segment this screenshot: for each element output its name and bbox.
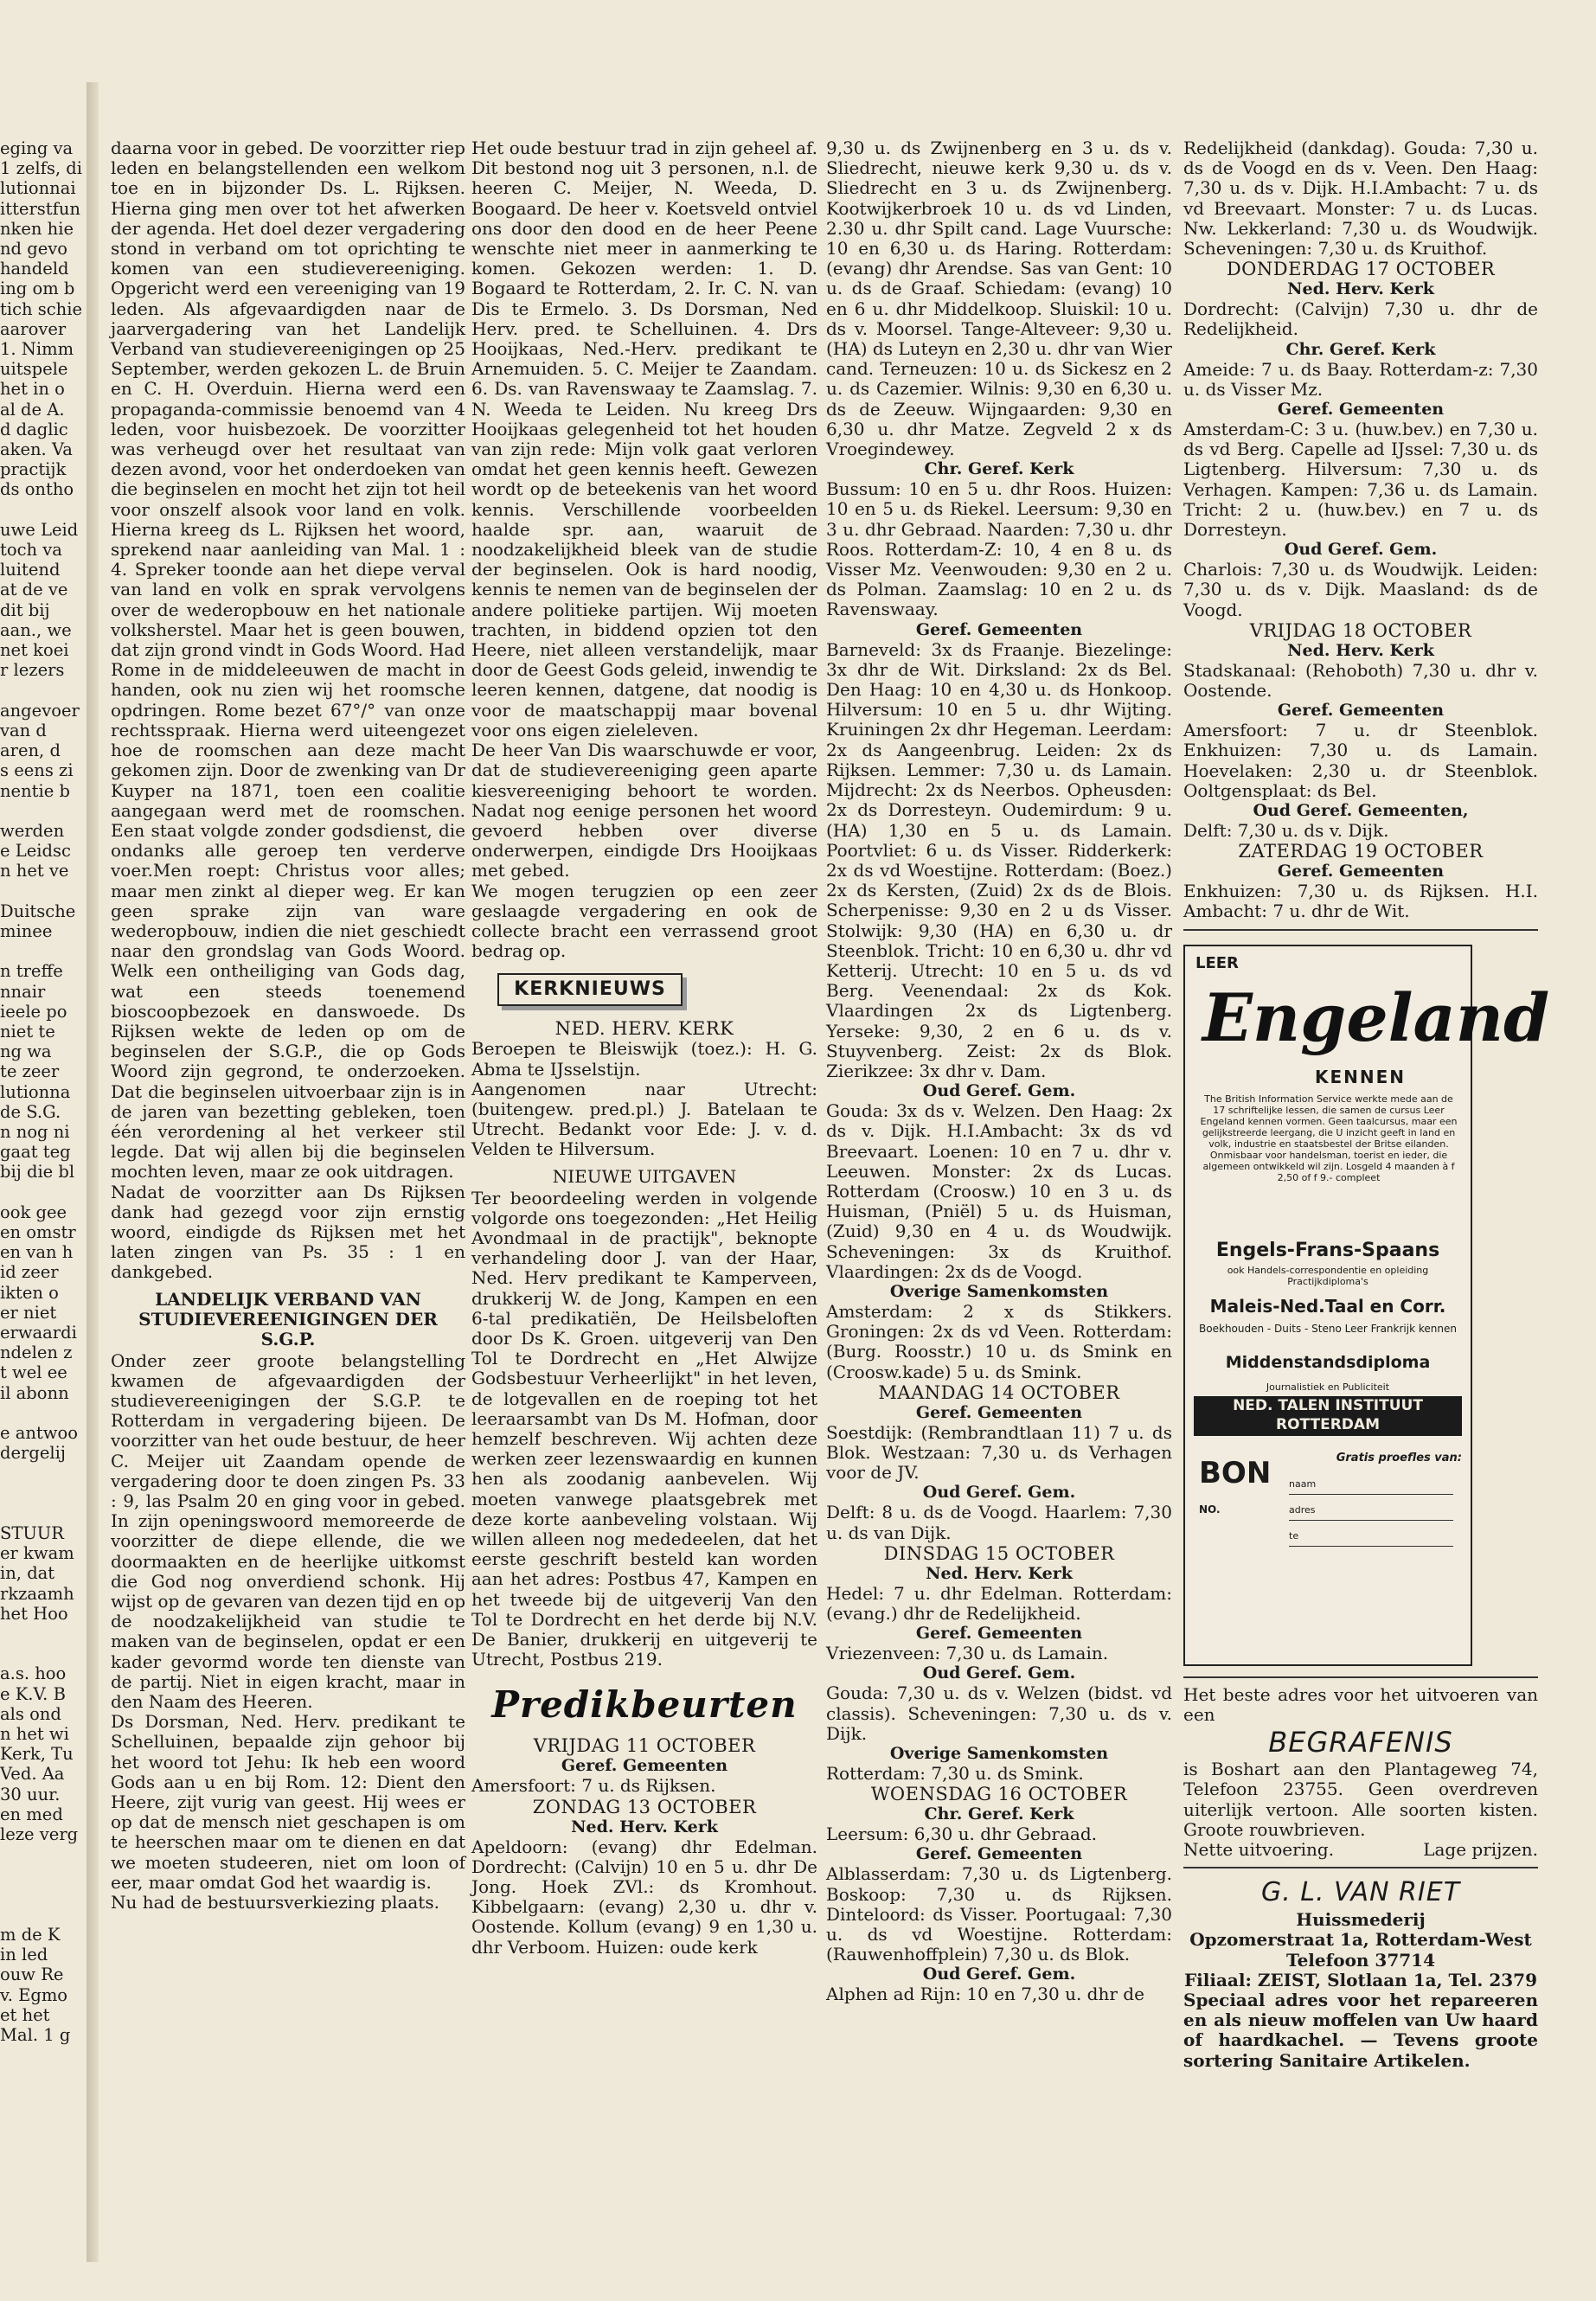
church-heading: Chr. Geref. Kerk bbox=[1285, 339, 1436, 359]
ad-leer: LEER bbox=[1195, 953, 1239, 972]
ad-kennen: KENNEN bbox=[1315, 1066, 1407, 1087]
fragment-line: aren, d bbox=[0, 740, 61, 761]
schedule-text: Stadskanaal: (Rehoboth) 7,30 u. dhr v. Oostende. bbox=[1183, 659, 1538, 702]
fragment-line: ieele po bbox=[0, 1001, 67, 1022]
schedule-text: 9,30 u. ds Zwijnenberg en 3 u. ds v. Sliedrecht, nieuwe kerk 9,30 u. ds v. Sliedrecht en 3 u. ds Zwijnenberg. Kootwijkerbroek 10 u. ds vd Linden, 2.30 u. dhr Spilt cand. Lage Vuursche: 10 en 6,30 u. ds Haring. Rotterdam: (evang) dhr Arendse. Sas van Gent: 10 u. ds de Graaf. Schiedam: (evang) 10 en 6 u. dhr Middelkoop. Sluiskil: 10 u. ds v. Moorsel. Tange-Alteveer: 9,30 u. (HA) ds Luteyn en 2,30 u. dhr van Wier cand. Terneuzen: 10 u. ds Sickesz en 2 u. ds Cazemier. Wilnis: 9,30 en 6,30 u. ds de Zeeuw. Wijngaarden: 9,30 en 6,30 u. dhr Matze. Zegveld 2 x ds Vroegindewey. bbox=[826, 138, 1172, 460]
fragment-line: rkzaamh bbox=[0, 1583, 74, 1604]
schedule-text: Ameide: 7 u. ds Baay. Rotterdam-z: 7,30 u. ds Visser Mz. bbox=[1183, 358, 1538, 400]
article-text: Nadat de voorzitter aan Ds Rijksen dank had gezegd voor zijn ernstig woord, eindigde ds Rijksen met het laten zingen van Ps. 35 : 1 en dankgebed. bbox=[111, 1181, 465, 1283]
church-heading: Geref. Gemeenten bbox=[1277, 862, 1445, 881]
day-heading: VRIJDAG 11 OCTOBER bbox=[533, 1735, 756, 1757]
fragment-line: net koei bbox=[0, 640, 69, 661]
schedule-text: Amsterdam: 2 x ds Stikkers. Groningen: 2x ds vd Veen. Rotterdam: (Burg. Roosstr.) 10 u. ds Smink en (Croosw.kade) 5 u. ds Smink. bbox=[826, 1300, 1172, 1382]
church-heading: Overige Samenkomsten bbox=[889, 1281, 1109, 1301]
fragment-line: handeld bbox=[0, 259, 69, 279]
ad-filiaal: Filiaal: ZEIST, Slotlaan 1a, Tel. 2379 bbox=[1183, 1969, 1538, 1990]
fragment-line: e K.V. B bbox=[0, 1683, 66, 1704]
fragment-line: er kwam bbox=[0, 1543, 74, 1564]
fragment-line: bij die bl bbox=[0, 1162, 75, 1183]
schedule-text: Leersum: 6,30 u. dhr Gebraad. bbox=[826, 1823, 1097, 1845]
ad-text: Het beste adres voor het uitvoeren van een bbox=[1183, 1683, 1538, 1725]
church-heading: Oud Geref. Gem. bbox=[922, 1483, 1076, 1503]
article-text: Ds Dorsman, Ned. Herv. predikant te Schelluinen, bepaalde zijn gehoor bij het woord tot Jehu: Ik heb een woord Gods aan u en bij Rom. 12: Dient den Heere, zijt vurig van geest. Hij wees er op dat de mensch niet geschapen is om te heerschen maar om te dienen en dat we moeten studeeren, niet om loon of eer, maar omdat God het waardig is. bbox=[111, 1711, 465, 1893]
fragment-line: s eens zi bbox=[0, 760, 74, 781]
fragment-line bbox=[0, 881, 85, 901]
day-heading: ZATERDAG 19 OCTOBER bbox=[1238, 841, 1484, 862]
divider bbox=[1183, 929, 1538, 931]
schedule-text: Barneveld: 3x ds Fraanje. Biezelinge: 3x dhr de Wit. Dirksland: 2x ds Bel. Den Haag: 10 en 4,30 u. ds Honkoop. Hilversum: 10 en 5 u. dhr Wijting. Kruiningen 2x dhr Hegeman. Leerdam: 2x ds Aangeenbrug. Leiden: 2x ds Rijksen. Lemmer: 7,30 u. ds Lamain. Mijdrecht: 2x ds Neerbos. Opheusden: 2x ds Dorresteyn. Oudemirdum: 9 u. (HA) 1,30 en 5 u. ds Lamain. Poortvliet: 6 u. ds Visser. Ridderkerk: 2x ds vd Woestijne. Rotterdam: (Boez.) 2x ds Kersten, (Zuid) 2x ds de Blois. Scherpenisse: 9,30 en 2 u ds Visser. Stolwijk: 9,30 (HA) en 6,30 u. dr Steenblok. Tricht: 10 en 6,30 u. dhr vd Ketterij. Utrecht: 10 en 5 u. ds vd Berg. Veenendaal: 2x ds Kok. Vlaardingen 2x ds Ligtenberg. Yerseke: 9,30, 2 en 6 u. ds v. Stuyvenberg. Zeist: 2x ds Blok. Zierikzee: 3x dhr v. Dam. bbox=[826, 638, 1172, 1081]
fragment-line bbox=[0, 1885, 85, 1905]
fragment-line: lutionnai bbox=[0, 178, 76, 199]
fragment-line: erwaardi bbox=[0, 1322, 77, 1343]
column-3 bbox=[826, 138, 1172, 2005]
fragment-line: dergelij bbox=[0, 1443, 66, 1464]
church-heading: Oud Geref. Gemeenten, bbox=[1253, 801, 1469, 821]
ad-telefoon: Telefoon 37714 bbox=[1285, 1949, 1435, 1971]
fragment-line bbox=[0, 500, 85, 520]
fragment-line: toch va bbox=[0, 540, 62, 561]
day-heading: DINSDAG 15 OCTOBER bbox=[883, 1542, 1115, 1564]
church-heading: Oud Geref. Gem. bbox=[1284, 540, 1438, 560]
church-heading: Geref. Gemeenten bbox=[915, 1844, 1083, 1864]
schedule-text: Charlois: 7,30 u. ds Woudwijk. Leiden: 7,30 u. ds v. Dijk. Maasland: ds de Voogd. bbox=[1183, 559, 1538, 620]
fragment-line: tich schie bbox=[0, 298, 83, 319]
fragment-line bbox=[0, 1463, 85, 1483]
church-heading: Geref. Gemeenten bbox=[1277, 701, 1445, 721]
church-heading: Geref. Gemeenten bbox=[915, 1624, 1083, 1644]
schedule-text: Vriezenveen: 7,30 u. ds Lamain. bbox=[826, 1643, 1109, 1664]
ad-maleis: Maleis-Ned.Taal en Corr. bbox=[1209, 1295, 1446, 1317]
fragment-line: angevoer bbox=[0, 700, 80, 721]
fragment-line: dit bij bbox=[0, 599, 50, 620]
church-heading: Ned. Herv. Kerk bbox=[926, 1563, 1073, 1583]
ad-naam-line: naam bbox=[1289, 1474, 1453, 1495]
fragment-line: ouw Re bbox=[0, 1965, 64, 1985]
church-heading: Geref. Gemeenten bbox=[1277, 400, 1445, 420]
day-heading: MAANDAG 14 OCTOBER bbox=[878, 1381, 1120, 1403]
schedule-text: Amsterdam-C: 3 u. (huw.bev.) en 7,30 u. ds vd Berg. Capelle ad IJssel: 7,30 u. ds Ligtenberg. Hilversum: 7,30 u. ds Verhagen. Kampen: 7,36 u. ds Lamain. Tricht: 2 u. (huw.bev.) en 7 u. ds Dorresteyn. bbox=[1183, 419, 1538, 541]
schedule-text: Rotterdam: 7,30 u. ds Smink. bbox=[826, 1763, 1084, 1785]
fragment-line: en omstr bbox=[0, 1221, 76, 1242]
fragment-line: in led bbox=[0, 1945, 48, 1965]
fragment-line: en med bbox=[0, 1804, 63, 1824]
divider bbox=[1183, 1867, 1538, 1868]
column-left-fragment bbox=[0, 138, 85, 2045]
ad-text: Nette uitvoering. bbox=[1183, 1838, 1335, 1860]
article-text: daarna voor in gebed. De voorzitter riep leden en belangstellenden een welkom toe en in bijzonder Ds. L. Rijksen. Hierna ging men over tot het afwerken der agenda. Het doel dezer vergadering stond in verband om tot oprichting te komen van een studievereeniging. Opgericht werd een vereeniging van 19 leden. Als afgevaardigden naar de jaarvergadering van het Landelijk Verband van studievereenigingen op 25 September, werden gekozen L. de Bruin en C. H. Overduin. Hierna werd een propaganda-commissie benoemd van 4 leden, voor huisbezoek. De voorzitter was verheugd over het resultaat van dezen avond, voor het onderdoeken van die beginselen en mocht het zijn tot heil voor onszelf alsook voor land en volk. Hierna kreeg ds L. Rijksen het woord, sprekend naar aanleiding van Mal. 1 : 4. Spreker toonde aan het diepe verval van land en volk en sprak vervolgens over de wederopbouw en het nationale volksherstel. Maar het is geen bouwen, dat zijn grond vindt in Gods Woord. Had Rome in de middeleeuwen de macht in handen, ook nu zien wij het roomsche opdringen. Rome bezet 67°/° van onze rechtsspraak. Hierna werd uiteengezet hoe de roomschen aan deze macht gekomen zijn. Door de zwenking van Dr Kuyper na 1871, toen een coalitie aangegaan werd met de roomschen. Een staat volgde zonder godsdienst, die ondanks alle geroep ten verderve voer.Men roept: Christus voor alles; maar men zinkt al dieper weg. Er kan geen sprake zijn van ware wederopbouw, indien die niet geschiedt naar den grondslag van Gods Woord. Welk een ontheiliging van Gods dag, wat een steeds toenemend bioscoopbezoek en danswoede. Ds Rijksen wekte de leden op om de beginselen der S.G.P., die op Gods Woord zijn gegrond, te onderzoeken. Dat die beginselen uitvoerbaar zijn is in de jaren van bezetting gebleken, toen één verordening al het verkeer stil legde. Dat wij allen bij die beginselen mochten leven, maar ze ook uitdragen. bbox=[111, 138, 465, 1183]
fragment-line bbox=[0, 941, 85, 961]
article-text: Onder zeer groote belangstelling kwamen de afgevaardigden der studievereenigingen der S.G.P. te Rotterdam in vergadering bijeen. De voorzitter van het oude bestuur, de heer C. Meijer uit Zaandam opende de vergadering door te doen zingen Ps. 33 : 9, las Psalm 20 en ging voor in gebed. In zijn openingswoord memoreerde de voorzitter de diepe ellende, die we doormaakten en de heerlijke uitkomst die God nog onverdiend schonk. Hij wijst op de gevaren van dezen tijd en op de noodzakelijkheid van studie te maken van de beginselen, opdat er een kader gevormd worde ten dienste van de partij. Niet in eigen kracht, maar in den Naam des Heeren. bbox=[111, 1349, 465, 1713]
fragment-line: aken. Va bbox=[0, 439, 73, 460]
schedule-text: Alblasserdam: 7,30 u. ds Ligtenberg. Boskoop: 7,30 u. ds Rijksen. Dinteloord: ds Visser. Poortugaal: 7,30 u. ds vd Woestijne. Rotterdam: (Rauwenhoffplein) 7,30 u. ds Blok. bbox=[826, 1863, 1172, 1965]
fragment-line: het Hoo bbox=[0, 1603, 68, 1624]
fragment-line: m de K bbox=[0, 1925, 61, 1945]
church-heading: Geref. Gemeenten bbox=[915, 619, 1083, 639]
fragment-line: practijk bbox=[0, 459, 67, 480]
predikbeurten-title: Predikbeurten bbox=[491, 1683, 798, 1727]
fragment-line: Mal. 1 g bbox=[0, 2025, 71, 2046]
page-gutter bbox=[87, 82, 99, 2262]
fragment-line: nken hie bbox=[0, 218, 74, 239]
article-text: Nu had de bestuursverkiezing plaats. bbox=[111, 1892, 439, 1913]
fragment-line: ing om b bbox=[0, 279, 75, 299]
fragment-line: aan., we bbox=[0, 619, 72, 640]
fragment-line: de S.G. bbox=[0, 1101, 61, 1122]
ad-description: The British Information Service werkte mede aan de 17 schriftelijke lessen, die samen de cursus Leer Engeland kennen vormen. Geen taalcursus, maar een gelijkstreerde leergang, die U inzicht geeft in land en volk, industrie en staatsbestel der Britse eilanden. Onmisbaar voor handelsman, toerist en ieder, die algemeen ontwikkeld wil zijn. Losgeld 4 maanden à f 2,50 of f 9.- compleet bbox=[1200, 1093, 1458, 1183]
fragment-line: et het bbox=[0, 2004, 50, 2025]
fragment-line: niet te bbox=[0, 1021, 55, 1042]
ad-languages-sub: ook Handels-correspondentie en opleiding Practijkdiploma's bbox=[1227, 1264, 1429, 1287]
fragment-line: lutionna bbox=[0, 1081, 71, 1102]
fragment-line bbox=[0, 1624, 85, 1644]
day-heading: VRIJDAG 18 OCTOBER bbox=[1249, 619, 1472, 641]
church-heading: Chr. Geref. Kerk bbox=[924, 1804, 1074, 1824]
fragment-line bbox=[0, 1644, 85, 1663]
fragment-line: aarover bbox=[0, 318, 67, 339]
article-text: Beroepen te Bleiswijk (toez.): H. G. Abma te IJsselstijn. bbox=[471, 1038, 817, 1080]
fragment-line: ndelen z bbox=[0, 1343, 73, 1363]
schedule-text: Hedel: 7 u. dhr Edelman. Rotterdam: (evang.) dhr de Redelijkheid. bbox=[826, 1582, 1172, 1624]
ad-text: Lage prijzen. bbox=[1423, 1838, 1538, 1860]
fragment-line: als ond bbox=[0, 1703, 61, 1724]
fragment-line: ng wa bbox=[0, 1042, 52, 1062]
fragment-line: nd gevo bbox=[0, 239, 68, 260]
ad-begrafenis: BEGRAFENIS bbox=[1268, 1726, 1453, 1759]
article-text: De heer Van Dis waarschuwde er voor, dat de studievereeniging geen aparte kiesvereeniging behoort te worden. Nadat nog eenige personen het woord gevoerd hebben over diverse onderwerpen, eindigde Drs Hooijkaas met gebed. bbox=[471, 740, 817, 881]
schedule-text: Redelijkheid (dankdag). Gouda: 7,30 u. ds de Voogd en ds v. Veen. Den Haag: 7,30 u. ds v. Dijk. H.I.Ambacht: 7 u. ds vd Breevaart. Monster: 7 u. ds Lucas. Nw. Lekkerland: 7,30 u. ds Woudwijk. Scheveningen: 7,30 u. ds Kruithof. bbox=[1183, 138, 1538, 260]
ad-middenstand: Middenstandsdiploma bbox=[1225, 1352, 1431, 1372]
section-heading: LANDELIJK VERBAND VAN STUDIEVEREENIGINGEN DER S.G.P. bbox=[138, 1288, 438, 1349]
fragment-line: al de A. bbox=[0, 399, 65, 420]
fragment-line: r lezers bbox=[0, 660, 65, 681]
advertisement-leer-engeland bbox=[1183, 945, 1550, 1666]
church-heading: Ned. Herv. Kerk bbox=[1287, 640, 1434, 660]
column-4 bbox=[1183, 138, 1550, 2071]
schedule-text: Bussum: 10 en 5 u. dhr Roos. Huizen: 10 en 5 u. ds Riekel. Leersum: 9,30 en 3 u. dhr Gebraad. Naarden: 7,30 u. dhr Roos. Rotterdam-Z: 10, 4 en 8 u. ds Visser Mz. Veenwouden: 9,30 en 2 u. ds Polman. Zaamslag: 10 en 2 u. ds Ravenswaay. bbox=[826, 478, 1172, 620]
fragment-line bbox=[0, 1905, 85, 1925]
schedule-text: Delft: 8 u. ds de Voogd. Haarlem: 7,30 u. ds van Dijk. bbox=[826, 1502, 1172, 1543]
fragment-line: er niet bbox=[0, 1302, 57, 1323]
ad-bon: BON bbox=[1199, 1455, 1272, 1490]
fragment-line: il abonn bbox=[0, 1382, 69, 1403]
section-heading: NIEUWE UITGAVEN bbox=[552, 1165, 737, 1187]
schedule-text: Dordrecht: (Calvijn) 7,30 u. dhr de Redelijkheid. bbox=[1183, 298, 1538, 340]
fragment-line: n het ve bbox=[0, 861, 69, 881]
church-heading: Chr. Geref. Kerk bbox=[924, 459, 1074, 479]
fragment-line: nentie b bbox=[0, 780, 70, 801]
fragment-line: 1. Nimm bbox=[0, 339, 74, 360]
article-text: Ter beoordeeling werden in volgende volgorde ons toegezonden: „Het Heilig Avondmaal in de practijk", beknopte verhandeling door J. van der Haar, Ned. Herv predikant te Kamperveen, drukkerij W. de Jong, Kampen en een 6-tal predikatiën, De Heilsbeloften door Ds K. Groen. uitgeverij van Den Tol te Dordrecht en „Het Alwijze Godsbestuur Verheerlijkt" in het leven, de lotgevallen en de roeping tot het leeraarsambt van Ds M. Hofman, door hemzelf beschreven. Wij achten deze werken zeer lezenswaardig en kunnen hen als zoodanig aanbevelen. Wij moeten vanwege plaatsgebrek met deze korte aanbeveling volstaan. Wij willen alleen nog mededeelen, dat het eerste geschrift besteld kan worden aan het adres: Postbus 47, Kampen en het tweede bij de uitgeverij Van den Tol te Dordrecht en het derde bij N.V. De Banier, drukkerij en uitgeverij te Utrecht, Postbus 219. bbox=[471, 1187, 817, 1670]
ad-address: Opzomerstraat 1a, Rotterdam-West bbox=[1189, 1929, 1532, 1951]
article-text: Aangenomen naar Utrecht: (buitengew. pred.pl.) J. Batelaan te Utrecht. Bedankt voor Ede: J. v. d. Velden te Hilversum. bbox=[471, 1078, 817, 1160]
church-heading: Geref. Gemeenten bbox=[561, 1756, 728, 1776]
day-heading: DONDERDAG 17 OCTOBER bbox=[1226, 259, 1496, 280]
church-heading: Oud Geref. Gem. bbox=[922, 1663, 1076, 1683]
day-heading: WOENSDAG 16 OCTOBER bbox=[870, 1784, 1128, 1805]
schedule-text: Alphen ad Rijn: 10 en 7,30 u. dhr de bbox=[826, 1984, 1144, 2005]
fragment-line: nnair bbox=[0, 981, 46, 1002]
fragment-line: ook gee bbox=[0, 1202, 67, 1222]
fragment-line: id zeer bbox=[0, 1262, 59, 1283]
schedule-text: Gouda: 3x ds v. Welzen. Den Haag: 2x ds v. Dijk. H.I.Ambacht: 3x ds vd Breevaart. Loenen: 10 en 7 u. dhr v. Leeuwen. Monster: 2x ds Lucas. Rotterdam (Croosw.) 10 en 3 u. ds Huisman, (Pniël) 5 u. ds Huisman, (Zuid) 9,30 en 4 u. ds Woudwijk. Scheveningen: 3x ds Kruithof. Vlaardingen: 2x ds de Voogd. bbox=[826, 1100, 1172, 1282]
fragment-line: uwe Leid bbox=[0, 519, 79, 540]
schedule-text: Soestdijk: (Rembrandtlaan 11) 7 u. ds Blok. Westzaan: 7,30 u. ds Verhagen voor de JV. bbox=[826, 1421, 1172, 1484]
church-heading: Ned. Herv. Kerk bbox=[1287, 279, 1434, 299]
fragment-line bbox=[0, 1503, 85, 1523]
schedule-text: Amersfoort: 7 u. dr Steenblok. Enkhuizen: 7,30 u. ds Lamain. Hoevelaken: 2,30 u. dr Steenblok. Ooltgensplaat: ds Bel. bbox=[1183, 720, 1538, 801]
column-1 bbox=[111, 138, 465, 1913]
ad-engeland-logo: Engeland bbox=[1202, 978, 1550, 1056]
fragment-line: n treffe bbox=[0, 961, 63, 982]
church-heading: Geref. Gemeenten bbox=[915, 1402, 1083, 1422]
ad-institute-banner bbox=[1194, 1396, 1462, 1436]
article-text: Het oude bestuur trad in zijn geheel af. Dit bestond nog uit 3 personen, n.l. de heeren C. Meijer, N. Weeda, D. Boogaard. De heer v. Koetsveld ontviel ons door den dood en de heer Peene wenschte niet meer in aanmerking te komen. Gekozen werden: 1. D. Bogaard te Rotterdam, 2. Ir. C. N. van Dis te Ermelo. 3. Ds Dorsman, Ned Herv. pred. te Schelluinen. 4. Drs Hooijkaas, Ned.-Herv. predikant te Arnemuiden. 5. C. Meijer te Zaandam. 6. Ds. van Ravenswaay te Zaamslag. 7. N. Weeda te Leiden. Nu kreeg Drs Hooijkaas gelegenheid tot het houden van zijn rede: Mijn volk gaat verloren omdat het geen kennis heeft. Gewezen wordt op de beteekenis van het woord kennis. Verschillende voorbeelden haalde spr. aan, waaruit de noodzakelijkheid bleek van de studie der beginselen. Ook is hard noodig, kennis te nemen van de beginselen der andere politieke partijen. Wij moeten trachten, in biddend opzien tot den Heere, niet alleen verstandelijk, maar door de Geest Gods geleid, inwendig te leeren kennen, datgene, dat noodig is voor de maatschappij maar bovenal voor ons eigen zieleleven. bbox=[471, 138, 817, 740]
fragment-line: gaat teg bbox=[0, 1142, 71, 1163]
fragment-line: Kerk, Tu bbox=[0, 1744, 74, 1765]
schedule-text: Apeldoorn: (evang) dhr Edelman. Dordrecht: (Calvijn) 10 en 5 u. dhr De Jong. Hoek ZVl.: ds Kromhout. Kibbelgaarn: (evang) 2,30 u. dhr v. Oostende. Kollum (evang) 9 en 1,30 u. dhr Verboom. Huizen: oude kerk bbox=[471, 1836, 817, 1958]
ad-huissmederij: Huissmederij bbox=[1296, 1909, 1426, 1931]
fragment-line: ds ontho bbox=[0, 479, 74, 500]
ad-adres-line: adres bbox=[1289, 1500, 1453, 1521]
ad-van-riet: G. L. VAN RIET bbox=[1260, 1877, 1461, 1908]
fragment-line: Duitsche bbox=[0, 901, 76, 921]
ad-gratis: Gratis proefles van: bbox=[1336, 1451, 1462, 1465]
fragment-line: at de ve bbox=[0, 580, 68, 600]
schedule-text: Gouda: 7,30 u. ds v. Welzen (bidst. vd classis). Scheveningen: 7,30 u. ds v. Dijk. bbox=[826, 1682, 1172, 1744]
fragment-line bbox=[0, 1864, 85, 1884]
kerknieuws-banner: KERKNIEUWS bbox=[497, 973, 683, 1006]
fragment-line bbox=[0, 1403, 85, 1423]
ad-institute-city: ROTTERDAM bbox=[1275, 1415, 1380, 1433]
church-heading: Oud Geref. Gem. bbox=[922, 1081, 1076, 1101]
ad-institute-name: NED. TALEN INSTITUUT bbox=[1233, 1396, 1423, 1414]
church-heading: Oud Geref. Gem. bbox=[922, 1965, 1076, 1984]
fragment-line bbox=[0, 680, 85, 700]
ad-maleis-sub: Boekhouden - Duits - Steno Leer Frankrijk kennen bbox=[1199, 1322, 1457, 1335]
ad-languages: Engels-Frans-Spaans bbox=[1215, 1239, 1440, 1261]
divider bbox=[1183, 1676, 1538, 1678]
fragment-line: van d bbox=[0, 720, 47, 740]
ad-te-line: te bbox=[1289, 1526, 1453, 1547]
day-heading: ZONDAG 13 OCTOBER bbox=[532, 1796, 757, 1817]
fragment-line: eging va bbox=[0, 138, 74, 158]
ad-no: NO. bbox=[1199, 1503, 1221, 1516]
schedule-text: Enkhuizen: 7,30 u. ds Rijksen. H.I. Ambacht: 7 u. dhr de Wit. bbox=[1183, 881, 1538, 922]
section-heading: NED. HERV. KERK bbox=[554, 1018, 734, 1040]
ad-text: Speciaal adres voor het repareeren en als nieuw moffelen van Uw haard of haardkachel. — Tevens groote sortering Sanitaire Artikelen. bbox=[1183, 1989, 1538, 2071]
fragment-line: en van h bbox=[0, 1242, 74, 1263]
fragment-line: leze verg bbox=[0, 1824, 79, 1845]
church-heading: Ned. Herv. Kerk bbox=[571, 1817, 718, 1836]
fragment-line: in, dat bbox=[0, 1563, 55, 1584]
schedule-text: Amersfoort: 7 u. ds Rijksen. bbox=[471, 1775, 716, 1797]
fragment-line: luitend bbox=[0, 560, 61, 580]
fragment-line: minee bbox=[0, 920, 53, 941]
ad-text: is Boshart aan den Plantageweg 74, Telefoon 23755. Geen overdreven uiterlijk vertoon. Alle soorten kisten. Groote rouwbrieven. bbox=[1183, 1759, 1538, 1840]
ad-text-row bbox=[1183, 1840, 1538, 1860]
fragment-line bbox=[0, 1844, 85, 1864]
fragment-line: n nog ni bbox=[0, 1121, 70, 1142]
fragment-line: v. Egmo bbox=[0, 1984, 68, 2005]
fragment-line: t wel ee bbox=[0, 1362, 67, 1383]
fragment-line: d daglic bbox=[0, 419, 68, 439]
fragment-line: e antwoo bbox=[0, 1423, 78, 1443]
article-text: We mogen terugzien op een zeer geslaagde vergadering en ook de collecte bracht een verrassend groot bedrag op. bbox=[471, 880, 817, 962]
column-2 bbox=[471, 138, 817, 1958]
fragment-line bbox=[0, 801, 85, 821]
fragment-line: e Leidsc bbox=[0, 841, 71, 862]
fragment-line: n het wi bbox=[0, 1724, 69, 1745]
fragment-line: 30 uur. bbox=[0, 1784, 61, 1804]
fragment-line: Ved. Aa bbox=[0, 1764, 65, 1785]
fragment-line: te zeer bbox=[0, 1061, 60, 1082]
fragment-line: itterstfun bbox=[0, 198, 80, 219]
fragment-line: ikten o bbox=[0, 1282, 59, 1303]
schedule-text: Delft: 7,30 u. ds v. Dijk. bbox=[1183, 820, 1389, 842]
fragment-line bbox=[0, 1484, 85, 1503]
fragment-line: het in o bbox=[0, 379, 65, 400]
fragment-line: a.s. hoo bbox=[0, 1663, 67, 1684]
fragment-line: uitspele bbox=[0, 359, 68, 380]
ad-journalistiek: Journalistiek en Publiciteit bbox=[1266, 1381, 1390, 1393]
fragment-line: werden bbox=[0, 820, 65, 841]
fragment-line: STUUR bbox=[0, 1523, 64, 1544]
church-heading: Overige Samenkomsten bbox=[889, 1744, 1109, 1764]
fragment-line: 1 zelfs, di bbox=[0, 158, 82, 179]
fragment-line bbox=[0, 1183, 85, 1202]
